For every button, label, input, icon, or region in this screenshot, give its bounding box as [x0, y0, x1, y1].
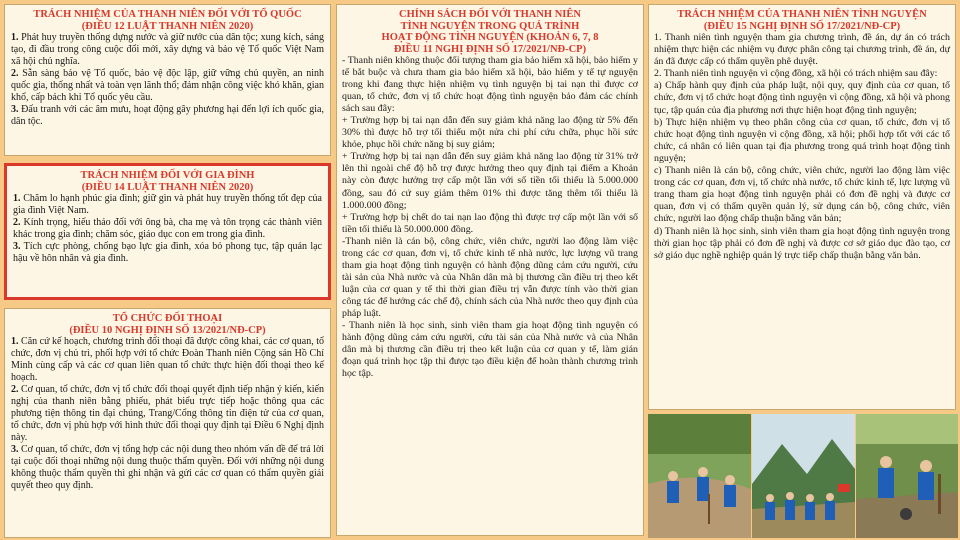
list-item: 3. Đấu tranh với các âm mưu, hoạt động gây phương hại đến lợi ích quốc gia, dân tộc. — [11, 104, 324, 127]
volunteer-body — [654, 32, 950, 262]
dialogue-title: TỔ CHỨC ĐỐI THOẠI — [112, 313, 223, 324]
paragraph: + Trường hợp bị tai nạn dẫn đến suy giảm khả năng lao động từ 31% trở lên thì ngoài chế độ hỗ trợ được hưởng theo quy định tại điểm a Khoản này còn được hưởng trợ cấp một lần với số tiền tối thiểu là 5.000.000 đồng, sau đó cứ suy giảm thêm 01% thì được tăng thêm tối thiểu là 1.000.000 đồng; — [342, 151, 638, 211]
family-subtitle: (ĐIỀU 14 LUẬT THANH NIÊN 2020) — [81, 181, 254, 193]
volunteer-photos — [648, 414, 958, 538]
family-title: TRÁCH NHIỆM ĐỐI VỚI GIA ĐÌNH — [80, 170, 255, 181]
list-item: 2. Kính trọng, hiếu thảo đối với ông bà, cha mẹ và tôn trọng các thành viên khác trong gia đình; chăm sóc, giáo dục con em trong gia đình. — [13, 217, 322, 240]
paragraph: a) Chấp hành quy định của pháp luật, nội quy, quy định của cơ quan, tổ chức, đơn vị tổ chức hoạt động tình nguyện vì cộng đồng, xã hội và phong tục, tập quán của địa phương nơi thực hiện hoạt động tình nguyện; — [654, 80, 950, 116]
paragraph: b) Thực hiện nhiệm vụ theo phân công của cơ quan, tổ chức, đơn vị tổ chức hoạt động tình nguyện vì cộng đồng, xã hội; phối hợp tốt với các tổ chức, cá nhân có liên quan tại địa phương trong quá trình hoạt động tình nguyện; — [654, 116, 950, 164]
list-item: 2. Cơ quan, tổ chức, đơn vị tổ chức đối thoại quyết định tiếp nhận ý kiến, kiến nghị của thanh niên bằng phiếu, phát biểu trực tiếp hoặc thông qua các phương tiện thông tin đại chúng, Trang/Cổng thông tin điện tử của cơ quan, tổ chức, đơn vị phù hợp với hình thức đối thoại quy định tại Điều 6 Nghị định này. — [11, 384, 324, 443]
volunteer-subtitle: (ĐIỀU 15 NGHỊ ĐỊNH SỐ 17/2021/NĐ-CP) — [703, 20, 901, 32]
list-item: 3. Tích cực phòng, chống bạo lực gia đình, xóa bỏ phong tục, tập quán lạc hậu về hôn nhân và gia đình. — [13, 241, 322, 264]
policy-body — [342, 55, 638, 380]
family-responsibility-panel — [4, 163, 331, 300]
paragraph: 1. Thanh niên tình nguyện tham gia chương trình, đề án, dự án có trách nhiệm thực hiện các nhiệm vụ được phân công tại chương trình, đề án, dự án đã được cấp có thẩm quyền phê duyệt. — [654, 32, 950, 68]
photo-road-building — [648, 414, 751, 538]
paragraph: - Thanh niên không thuộc đối tượng tham gia bảo hiểm xã hội, bảo hiểm y tế bắt buộc và chưa tham gia bảo hiểm xã hội, bảo hiểm y tế tự nguyện trong khi đang thực hiện nhiệm vụ tình nguyện bị tai nạn thì được cơ quan, tổ chức, đơn vị tổ chức hoạt động tình nguyện bảo đảm các chính sách sau đây: — [342, 55, 638, 115]
fatherland-title: TRÁCH NHIỆM CỦA THANH NIÊN ĐỐI VỚI TỔ QUỐC — [33, 9, 302, 20]
list-item: 1. Chăm lo hạnh phúc gia đình; giữ gìn và phát huy truyền thống tốt đẹp của gia đình Việt Nam. — [13, 193, 322, 216]
fatherland-body — [11, 32, 324, 128]
policy-title-line-2: TÌNH NGUYỆN TRONG QUÁ TRÌNH — [400, 20, 580, 32]
paragraph: + Trường hợp bị chết do tai nạn lao động thì được trợ cấp một lần với số tiền tối thiểu là 50.000.000 đồng. — [342, 211, 638, 235]
paragraph: 2. Thanh niên tình nguyện vì cộng đồng, xã hội có trách nhiệm sau đây: — [654, 68, 938, 80]
fatherland-responsibility-panel — [4, 4, 331, 156]
paragraph: - Thanh niên là học sinh, sinh viên tham gia hoạt động tình nguyện có hành động dũng cảm cứu người, cứu tài sản của Nhà nước và của Nhân dân mà bị thương cần điều trị theo kết luận của cơ quan y tế, làm gián đoạn quá trình học tập thì được tạo điều kiện để hoàn thành chương trình học tập. — [342, 320, 638, 380]
paragraph: c) Thanh niên là cán bộ, công chức, viên chức, người lao động làm việc trong các cơ quan, đơn vị, tổ chức nhà nước, tổ chức kinh tế, lực lượng vũ trang tham gia hoạt động tình nguyện phải có đơn đề nghị và được cơ quan, đơn vị có thẩm quyền quản lý, sử dụng cán bộ, công chức, viên chức, người lao động chấp thuận bằng văn bản; — [654, 165, 950, 225]
paragraph: + Trường hợp bị tai nạn dẫn đến suy giảm khả năng lao động từ 5% đến 30% thì được hỗ trợ tối thiểu một nửa chi phí cứu chữa, phục hồi sức khỏe, phục hồi chức năng bị suy giảm; — [342, 115, 638, 151]
photo-mountain-group-image — [752, 414, 855, 538]
photo-cleanup-image — [856, 414, 958, 538]
photo-road-building-image — [648, 414, 751, 538]
list-item: 3. Cơ quan, tổ chức, đơn vị tổng hợp các nội dung theo nhóm vấn đề để trả lời tại cuộc đối thoại những nội dung thuộc thẩm quyền. Đối với những nội dung không thuộc thẩm quyền thì ghi nhận và gửi các cơ quan có thẩm quyền giải quyết theo quy định. — [11, 444, 325, 491]
volunteer-title: TRÁCH NHIỆM CỦA THANH NIÊN TÌNH NGUYỆN — [677, 9, 927, 20]
volunteer-policy-panel — [336, 4, 644, 536]
dialogue-body — [11, 336, 324, 492]
photo-mountain-group — [752, 414, 855, 538]
list-item: 1. Căn cứ kế hoạch, chương trình đối thoại đã được công khai, các cơ quan, tổ chức, đơn vị chủ trì, phối hợp với tổ chức Đoàn Thanh niên Cộng sản Hồ Chí Minh cùng cấp và các cơ quan liên quan tổ chức thực hiện đối thoại theo kế hoạch. — [11, 336, 324, 383]
volunteer-responsibility-panel — [648, 4, 956, 410]
fatherland-subtitle: (ĐIỀU 12 LUẬT THANH NIÊN 2020) — [81, 20, 254, 32]
policy-title-line-1: CHÍNH SÁCH ĐỐI VỚI THANH NIÊN — [399, 9, 581, 20]
policy-title-line-4: ĐIỀU 11 NGHỊ ĐỊNH SỐ 17/2021/NĐ-CP) — [393, 43, 587, 55]
dialogue-panel — [4, 308, 331, 538]
list-item: 2. Sẵn sàng bảo vệ Tổ quốc, bảo vệ độc lập, giữ vững chủ quyền, an ninh quốc gia, thống nhất và toàn vẹn lãnh thổ; đảm nhận công việc khó khăn, gian khổ, cấp bách khi Tổ quốc yêu cầu. — [11, 68, 324, 103]
paragraph: -Thanh niên là cán bộ, công chức, viên chức, người lao động làm việc trong các cơ quan, đơn vị, tổ chức kinh tế nhà nước, lực lượng vũ trang tham gia hoạt động tình nguyện có hành động dũng cảm cứu người, cứu tài sản của Nhà nước và của Nhân dân mà bị thương cần điều trị theo kết luận của cơ quan y tế thì thời gian điều trị vẫn được tính vào thời gian công tác để hưởng các chế độ, chính sách của Nhà nước theo quy định của pháp luật. — [342, 235, 638, 319]
family-body — [13, 193, 322, 265]
list-item: 1. Phát huy truyền thống dựng nước và giữ nước của dân tộc; xung kích, sáng tạo, đi đầu trong công cuộc đổi mới, xây dựng và bảo vệ Tổ quốc Việt Nam xã hội chủ nghĩa. — [11, 32, 325, 67]
dialogue-subtitle: (ĐIỀU 10 NGHỊ ĐỊNH SỐ 13/2021/NĐ-CP) — [69, 324, 266, 336]
paragraph: d) Thanh niên là học sinh, sinh viên tham gia hoạt động tình nguyện trong thời gian học tập phải có đơn đề nghị và được cơ sở giáo dục đào tạo, cơ sở giáo dục nghề nghiệp quản lý trực tiếp chấp thuận bằng văn bản. — [654, 225, 950, 261]
policy-title-line-3: HOẠT ĐỘNG TÌNH NGUYỆN (KHOẢN 6, 7, 8 — [381, 32, 599, 43]
photo-cleanup — [856, 414, 958, 538]
